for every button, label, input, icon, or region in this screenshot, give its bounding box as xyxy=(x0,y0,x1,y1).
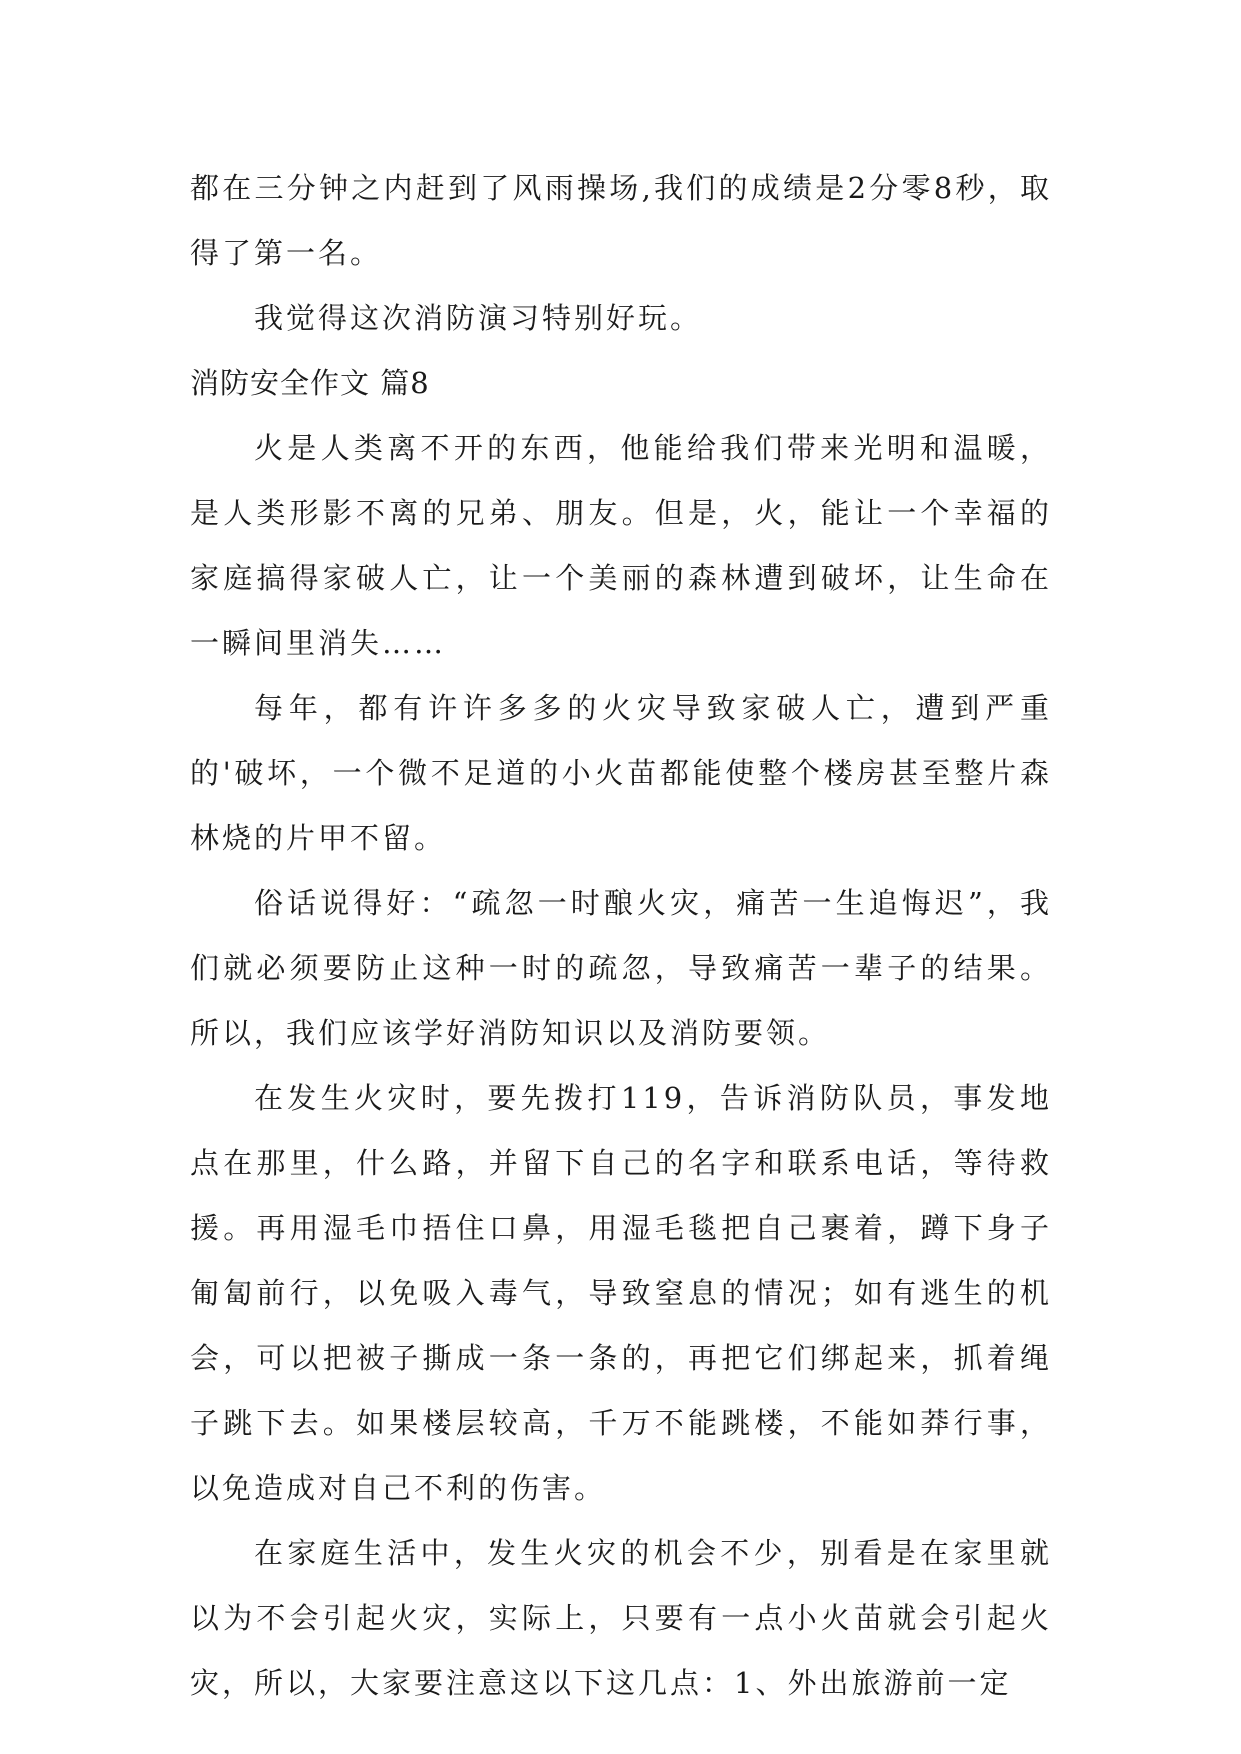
paragraph-saying: 俗话说得好：“疏忽一时酿火灾，痛苦一生追悔迟”，我们就必须要防止这种一时的疏忽，导致痛苦一辈子的结果。所以，我们应该学好消防知识以及消防要领。 xyxy=(190,886,1052,1050)
paragraph-home-safety: 在家庭生活中，发生火灾的机会不少，别看是在家里就以为不会引起火灾，实际上，只要有一点小火苗就会引起火灾，所以，大家要注意这以下这几点：1、外出旅游前一定 xyxy=(190,1536,1052,1700)
paragraph-yearly-fires: 每年，都有许许多多的火灾导致家破人亡，遭到严重的'破坏，一个微不足道的小火苗都能使整个楼房甚至整片森林烧的片甲不留。 xyxy=(190,691,1052,855)
paragraph-fire-response: 在发生火灾时，要先拨打119，告诉消防队员，事发地点在那里，什么路，并留下自己的名字和联系电话，等待救援。再用湿毛巾捂住口鼻，用湿毛毯把自己裹着，蹲下身子匍匐前行，以免吸入毒气，导致窒息的情况；如有逃生的机会，可以把被子撕成一条一条的，再把它们绑起来，抓着绳子跳下去。如果楼层较高，千万不能跳楼，不能如莽行事，以免造成对自己不利的伤害。 xyxy=(190,1081,1052,1505)
paragraph-conclusion: 我觉得这次消防演习特别好玩。 xyxy=(254,301,703,335)
paragraph-continuation: 都在三分钟之内赶到了风雨操场,我们的成绩是2分零8秒，取得了第一名。 xyxy=(190,171,1052,270)
section-heading: 消防安全作文 篇8 xyxy=(190,366,430,400)
document-body xyxy=(190,156,1052,1716)
paragraph-intro: 火是人类离不开的东西，他能给我们带来光明和温暖，是人类形影不离的兄弟、朋友。但是，火，能让一个幸福的家庭搞得家破人亡，让一个美丽的森林遭到破坏，让生命在一瞬间里消失…… xyxy=(190,431,1052,660)
